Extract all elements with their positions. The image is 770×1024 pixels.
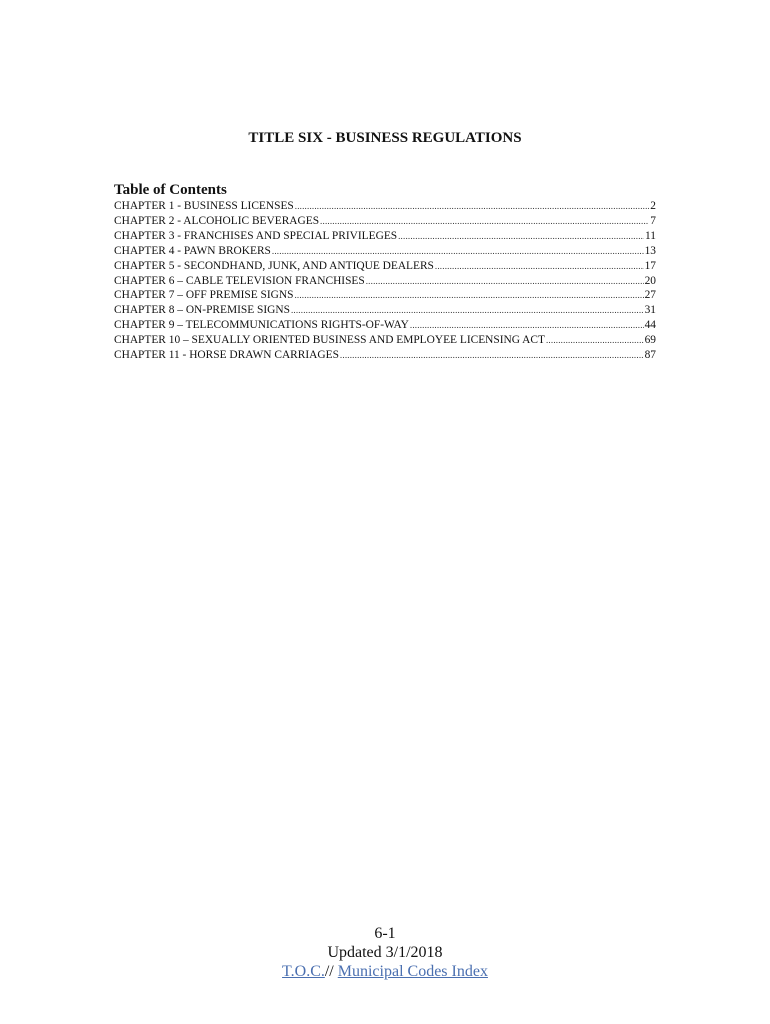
dot-leader: [294, 288, 643, 303]
dot-leader: [295, 199, 650, 214]
toc-entry-page[interactable]: 20: [644, 274, 656, 287]
toc-entry-page[interactable]: 87: [644, 349, 656, 362]
dot-leader: [272, 244, 644, 259]
dot-leader: [435, 259, 644, 274]
toc-entry-label[interactable]: CHAPTER 7 – OFF PREMISE SIGNS: [114, 289, 294, 302]
dot-leader: [320, 214, 649, 229]
toc-entry-label[interactable]: CHAPTER 2 - ALCOHOLIC BEVERAGES: [114, 214, 320, 227]
toc-entry-label[interactable]: CHAPTER 6 – CABLE TELEVISION FRANCHISES: [114, 274, 365, 287]
toc-entry[interactable]: [114, 229, 656, 244]
toc-entry-page[interactable]: 44: [644, 319, 656, 332]
toc-entry-page[interactable]: 13: [644, 244, 656, 257]
toc-entry-label[interactable]: CHAPTER 3 - FRANCHISES AND SPECIAL PRIVILEGES: [114, 229, 398, 242]
page-number: 6-1: [374, 925, 396, 942]
toc-entry-label[interactable]: CHAPTER 10 – SEXUALLY ORIENTED BUSINESS AND EMPLOYEE LICENSING ACT: [114, 334, 545, 347]
toc-entry-label[interactable]: CHAPTER 8 – ON-PREMISE SIGNS: [114, 304, 290, 317]
dot-leader: [398, 229, 644, 244]
toc-entry[interactable]: [114, 274, 656, 289]
toc-entry[interactable]: [114, 348, 656, 363]
toc-entry-page[interactable]: 27: [644, 289, 656, 302]
page-footer: [0, 924, 770, 981]
dot-leader: [410, 318, 644, 333]
dot-leader: [291, 303, 644, 318]
toc-entry-label[interactable]: CHAPTER 4 - PAWN BROKERS: [114, 244, 271, 257]
toc-entry-label[interactable]: CHAPTER 11 - HORSE DRAWN CARRIAGES: [114, 349, 339, 362]
toc-entry-page[interactable]: 69: [644, 334, 656, 347]
toc-entry[interactable]: [114, 244, 656, 259]
toc-entry-label[interactable]: CHAPTER 1 - BUSINESS LICENSES: [114, 200, 294, 212]
link-separator: //: [324, 963, 334, 980]
toc-entry-page[interactable]: 7: [650, 214, 656, 227]
dot-leader: [366, 274, 644, 289]
toc-entry[interactable]: [114, 333, 656, 348]
dot-leader: [340, 348, 644, 363]
footer-links: [0, 962, 770, 981]
toc-heading: Table of Contents: [114, 182, 227, 198]
toc-entry-page[interactable]: 31: [644, 304, 656, 317]
toc-entry[interactable]: [114, 214, 656, 229]
updated-date: Updated 3/1/2018: [327, 944, 443, 961]
toc-entry[interactable]: [114, 288, 656, 303]
toc-entry[interactable]: [114, 199, 656, 214]
toc-entry-label[interactable]: CHAPTER 5 - SECONDHAND, JUNK, AND ANTIQUE DEALERS: [114, 259, 434, 272]
toc-entry[interactable]: [114, 303, 656, 318]
toc-entry[interactable]: [114, 259, 656, 274]
toc-link[interactable]: T.O.C.: [282, 963, 325, 980]
municipal-codes-index-link[interactable]: Municipal Codes Index: [337, 963, 488, 980]
toc-entry-page[interactable]: 17: [644, 259, 656, 272]
dot-leader: [546, 333, 644, 348]
toc-entry-page[interactable]: 2: [650, 200, 656, 212]
page-title: TITLE SIX - BUSINESS REGULATIONS: [248, 130, 522, 146]
toc-entry-page[interactable]: 11: [645, 229, 656, 242]
toc-entry-label[interactable]: CHAPTER 9 – TELECOMMUNICATIONS RIGHTS-OF-WAY: [114, 319, 409, 332]
toc-entry[interactable]: [114, 318, 656, 333]
toc-list: [114, 199, 656, 363]
